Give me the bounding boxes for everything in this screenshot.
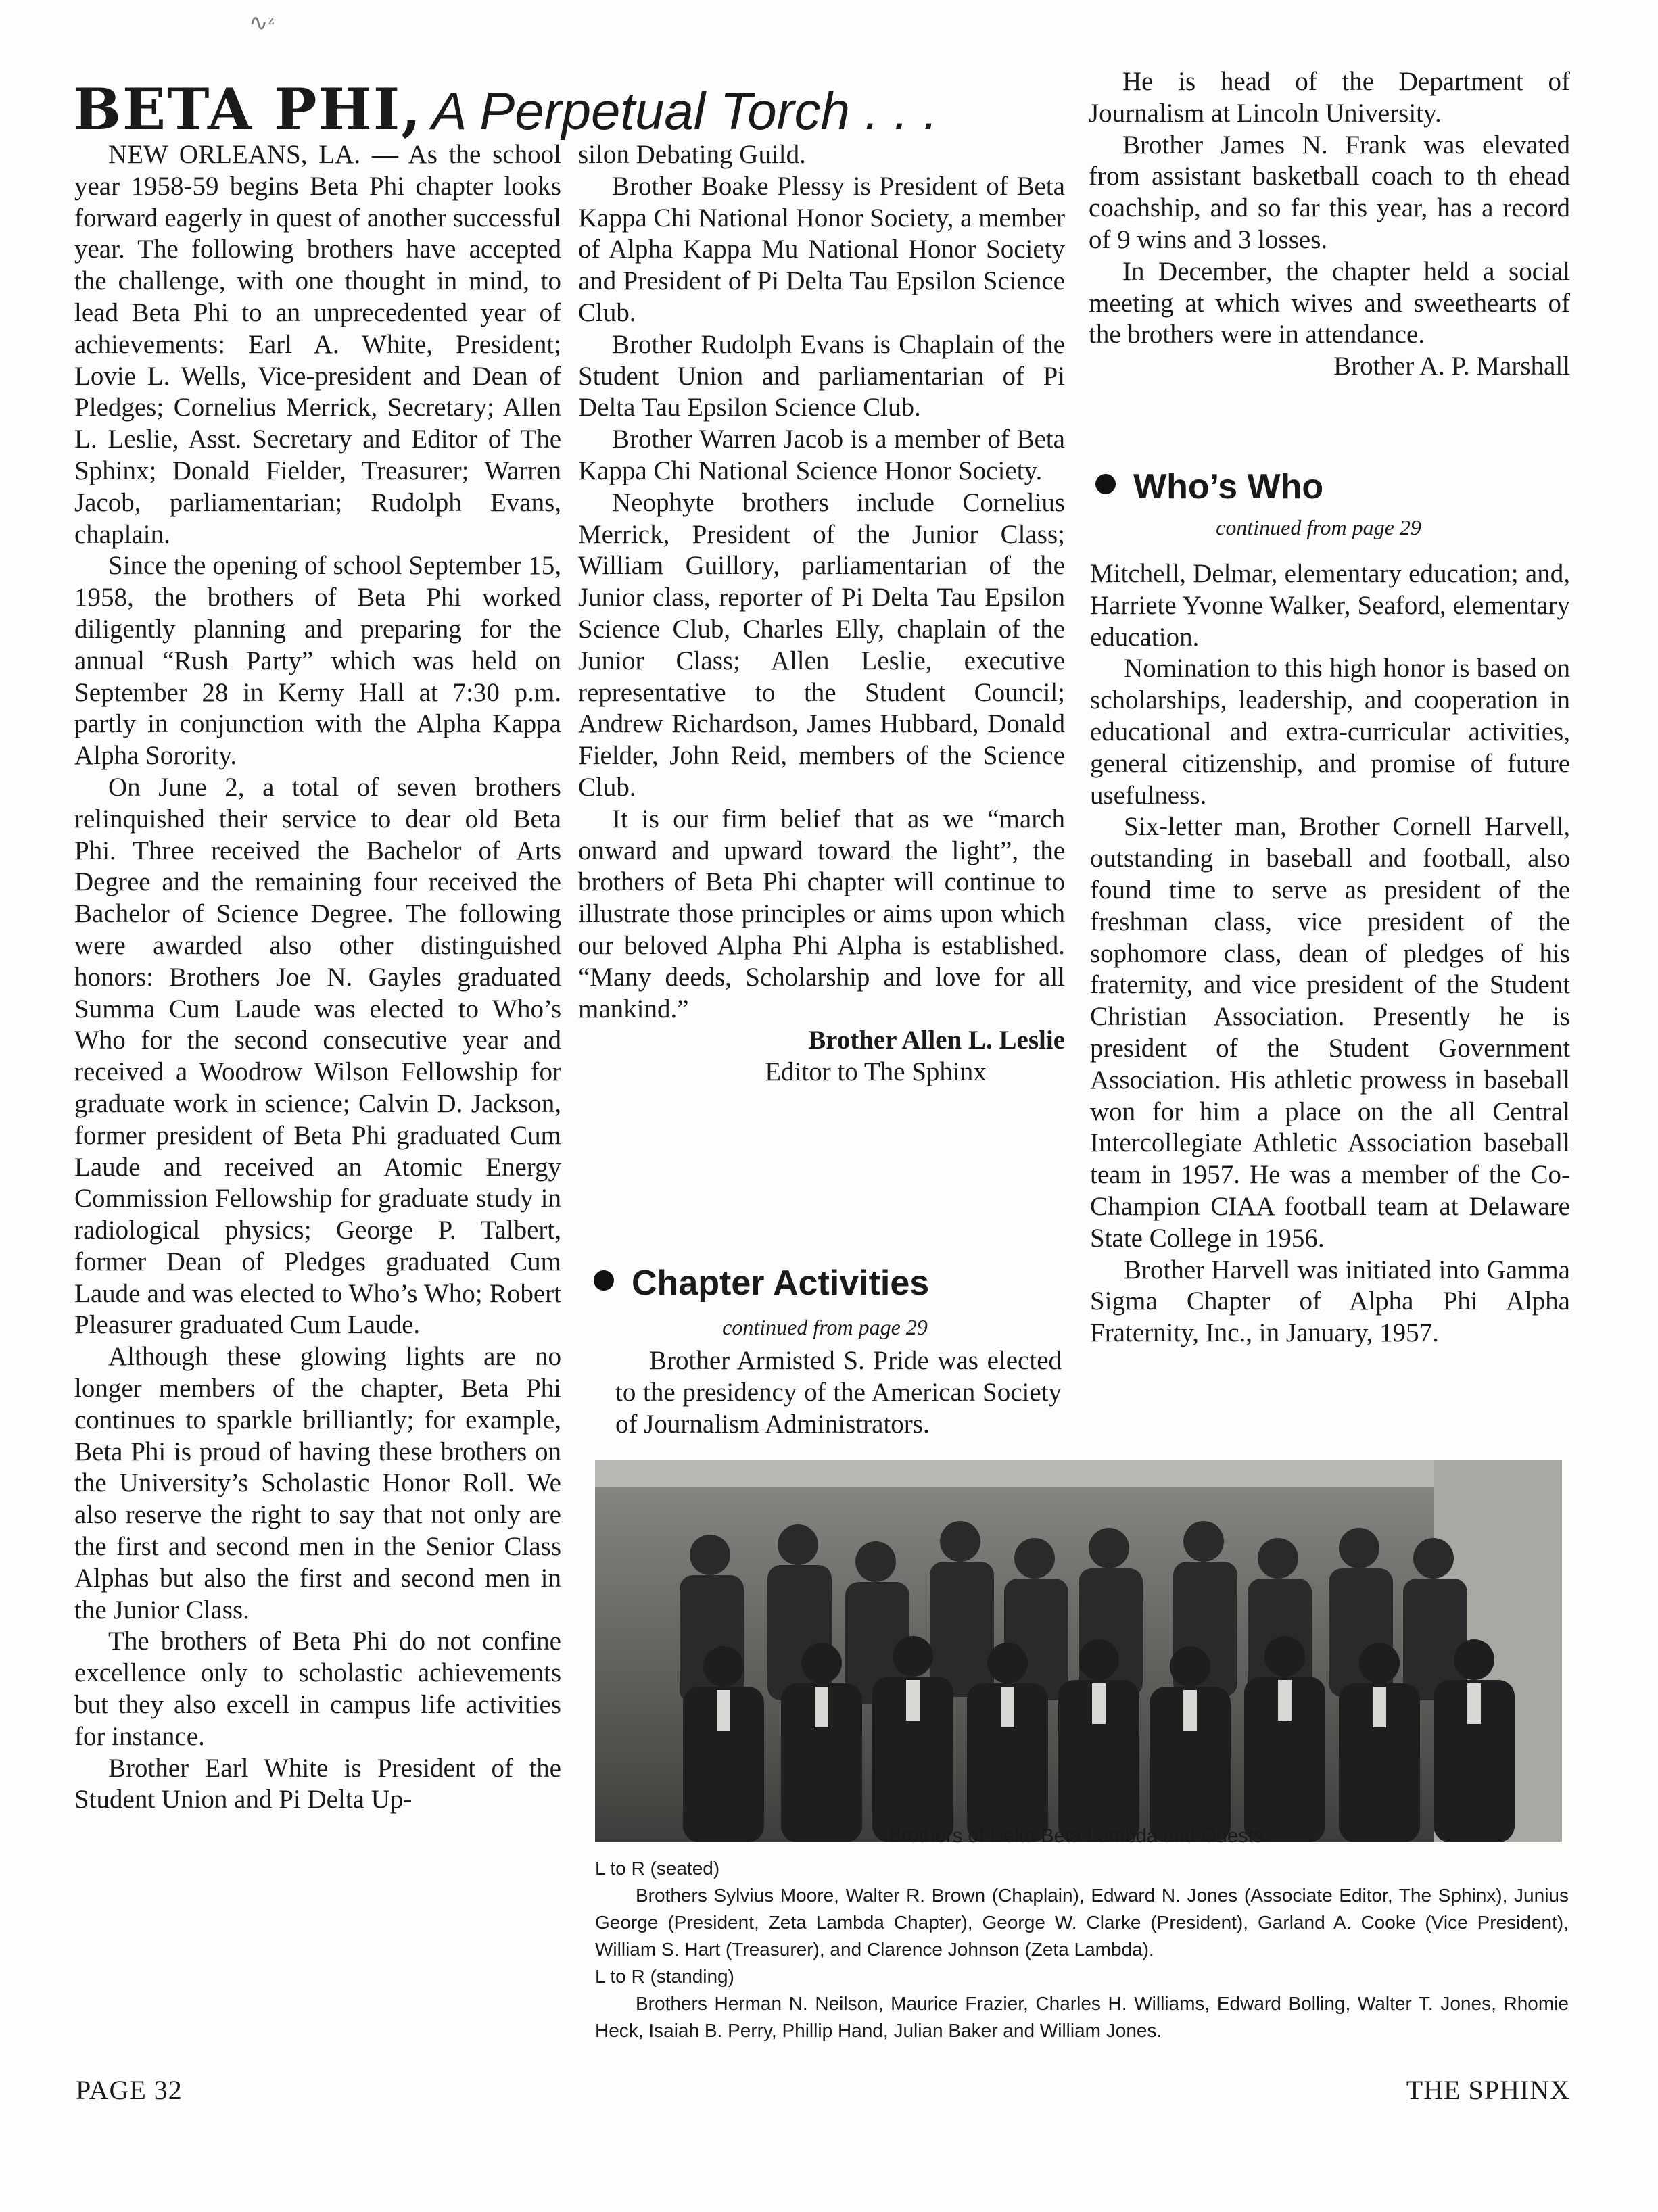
whos-who-text-block xyxy=(1090,558,1570,1349)
headline-italic: A Perpetual Torch . . . xyxy=(431,81,939,141)
bullet-icon xyxy=(1095,474,1116,494)
col1-paragraph: The brothers of Beta Phi do not confine excellence only to scholastic achievements but they also excell in campus life activities for instance. xyxy=(74,1627,561,1751)
photo-title: Brothers of Delta Beta Lambda and Guests. xyxy=(888,1825,1269,1847)
whos-who-heading xyxy=(1095,466,1323,507)
signature-name: Brother Allen L. Leslie xyxy=(808,1026,1065,1055)
signature-title: Editor to The Sphinx xyxy=(765,1057,987,1087)
publication-name: THE SPHINX xyxy=(1406,2075,1570,2105)
col1-paragraph: On June 2, a total of seven brothers relinquished their service to dear old Beta Phi. Three received the Bachelor of Arts Degree and the remaining four received the Bachelor of Science Degree. The following were awarded also other distinguished honors: Brothers Joe N. Gayles graduated Summa Cum Laude was elected to Who’s Who for the second consecutive year and received a Woodrow Wilson Fellowship for graduate work in science; Calvin D. Jackson, former president of Beta Phi graduated Cum Laude and received an Atomic Energy Commission Fellowship for graduate study in radiological physics; George P. Talbert, former Dean of Pledges graduated Cum Laude and was elected to Who’s Who; Robert Pleasurer graduated Cum Laude. xyxy=(74,772,561,1340)
group-photo-illustration xyxy=(595,1460,1562,1842)
standing-names: Brothers Herman N. Neilson, Maurice Frazier, Charles H. Williams, Edward Bolling, Walter T. Jones, Rhomie Heck, Isaiah B. Perry, Phillip Hand, Julian Baker and William Jones. xyxy=(595,1993,1569,2041)
article-headline xyxy=(73,76,938,143)
col3-paragraph: He is head of the Department of Journalism at Lincoln University. xyxy=(1089,67,1570,128)
whos-who-paragraph: Six-letter man, Brother Cornell Harvell, outstanding in baseball and football, also found time to serve as president of the freshman class, vice president of the sophomore class, dean of pledges of his fraternity, and vice president of the Student Christian Association. Presently he is president of the Student Government Association. His athletic prowess in baseball won for him a place on the all Central Intercollegiate Athletic Association baseball team in 1957. He was a member of the Co-Champion CIAA football team at Delaware State College in 1956. xyxy=(1090,812,1570,1253)
column-1 xyxy=(74,139,561,1816)
chapter-activities-text-block xyxy=(615,1345,1062,1440)
whos-who-paragraph: Mitchell, Delmar, elementary education; and, Harriete Yvonne Walker, Seaford, elementary education. xyxy=(1090,559,1570,652)
col3-paragraph: Brother James N. Frank was elevated from assistant basketball coach to th ehead coachship, and so far this year, has a record of 9 wins and 3 losses. xyxy=(1089,130,1570,254)
col1-paragraph: NEW ORLEANS, LA. — As the school year 1958-59 begins Beta Phi chapter looks forward eagerly in quest of another successful year. The following brothers have accepted the challenge, with one thought in mind, to lead Beta Phi to an unprecedented year of achievements: Earl A. White, President; Lovie L. Wells, Vice-president and Dean of Pledges; Cornelius Merrick, Secretary; Allen L. Leslie, Asst. Secretary and Editor of The Sphinx; Donald Fielder, Treasurer; Warren Jacob, parliamentarian; Rudolph Evans, chaplain. xyxy=(74,140,561,549)
col3-paragraph: In December, the chapter held a social meeting at which wives and sweethearts of the brothers were in attendance. xyxy=(1089,256,1570,350)
whos-who-paragraph: Nomination to this high honor is based on scholarships, leadership, and cooperation in educational and extra-curricular activities, general citizenship, and promise of future usefulness. xyxy=(1090,654,1570,810)
col2-paragraph: Neophyte brothers include Cornelius Merrick, President of the Junior Class; William Guillory, parliamentarian of the Junior class, reporter of Pi Delta Tau Epsilon Science Club, Charles Elly, chaplain of the Junior Class; Allen Leslie, executive representative to the Student Council; Andrew Richardson, James Hubbard, Donald Fielder, John Reid, members of the Science Club. xyxy=(578,487,1065,802)
bullet-icon xyxy=(594,1270,614,1291)
standing-label: L to R (standing) xyxy=(595,1966,734,1987)
chapter-activities-continued: continued from page 29 xyxy=(722,1315,928,1339)
col1-paragraph: Since the opening of school September 15, 1958, the brothers of Beta Phi worked diligently planning and preparing for the annual “Rush Party” which was held on September 28 in Kerny Hall at 7:30 p.m. partly in conjunction with the Alpha Kappa Alpha Sorority. xyxy=(74,551,561,771)
col3-signature: Brother A. P. Marshall xyxy=(1333,352,1570,381)
col2-paragraph: It is our firm belief that as we “march onward and upward toward the light”, the brothers of Beta Phi chapter will continue to illustrate those principles or aims upon which our beloved Alpha Phi Alpha is established. “Many deeds, Scholarship and love for all mankind.” xyxy=(578,804,1065,1024)
photo-caption xyxy=(595,1855,1569,2044)
whos-who-continued: continued from page 29 xyxy=(1216,515,1421,539)
whos-who-title: Who’s Who xyxy=(1133,467,1324,506)
chapter-activities-text: Brother Armisted S. Pride was elected to the presidency of the American Society of Journalism Administrators. xyxy=(615,1346,1062,1439)
col1-paragraph: Although these glowing lights are no longer members of the chapter, Beta Phi continues to sparkle brilliantly; for example, Beta Phi is proud of having these brothers on the University’s Scholastic Honor Roll. We also reserve the right to say that not only are the first and second men in the Senior Class Alphas but also the first and second men in the Junior Class. xyxy=(74,1342,561,1625)
seated-names: Brothers Sylvius Moore, Walter R. Brown (Chaplain), Edward N. Jones (Associate Editor, The Sphinx), Junius George (President, Zeta Lambda Chapter), George W. Clarke (President), Garland A. Cooke (Vice President), William S. Hart (Treasurer), and Clarence Johnson (Zeta Lambda). xyxy=(595,1885,1569,1960)
whos-who-paragraph: Brother Harvell was initiated into Gamma Sigma Chapter of Alpha Phi Alpha Fraternity, Inc., in January, 1957. xyxy=(1090,1255,1570,1348)
group-photo xyxy=(595,1460,1562,1842)
seated-label: L to R (seated) xyxy=(595,1858,720,1879)
corner-ink-mark: ∿ᶻ xyxy=(249,11,275,36)
chapter-activities-heading xyxy=(594,1263,929,1303)
page-number: PAGE 32 xyxy=(76,2075,183,2105)
col2-paragraph: Brother Rudolph Evans is Chaplain of the Student Union and parliamentarian of Pi Delta Tau Epsilon Science Club. xyxy=(578,329,1065,423)
col2-paragraph: silon Debating Guild. xyxy=(578,140,806,169)
column-2 xyxy=(578,139,1065,1088)
col2-paragraph: Brother Warren Jacob is a member of Beta Kappa Chi National Science Honor Society. xyxy=(578,425,1065,485)
headline-bold: BETA PHI, xyxy=(73,76,423,143)
col1-paragraph: Brother Earl White is President of the Student Union and Pi Delta Up- xyxy=(74,1753,561,1814)
col2-paragraph: Brother Boake Plessy is President of Beta Kappa Chi National Honor Society, a member of Alpha Kappa Mu National Honor Society and President of Pi Delta Tau Epsilon Science Club. xyxy=(578,171,1065,327)
chapter-activities-title: Chapter Activities xyxy=(632,1264,930,1303)
column-3 xyxy=(1089,66,1570,383)
